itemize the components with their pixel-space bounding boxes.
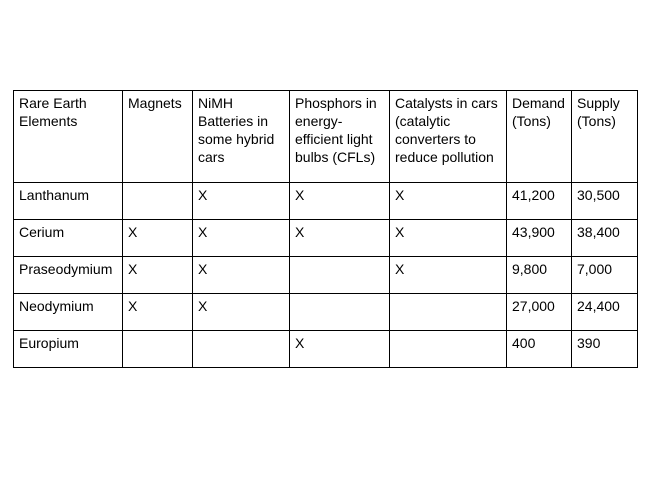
nimh-cell: X — [193, 220, 290, 257]
table-row — [14, 294, 638, 331]
supply-cell: 30,500 — [572, 183, 638, 220]
element-name-cell: Neodymium — [14, 294, 123, 331]
table-row — [14, 183, 638, 220]
element-name-cell: Cerium — [14, 220, 123, 257]
element-name-cell: Europium — [14, 331, 123, 368]
catalysts-cell: X — [390, 220, 507, 257]
demand-cell: 400 — [507, 331, 572, 368]
phosphors-cell — [290, 257, 390, 294]
supply-cell: 390 — [572, 331, 638, 368]
catalysts-cell — [390, 331, 507, 368]
nimh-cell: X — [193, 294, 290, 331]
element-name-cell: Lanthanum — [14, 183, 123, 220]
phosphors-cell: X — [290, 331, 390, 368]
header-catalysts: Catalysts in cars (catalytic converters to reduce pollution — [390, 91, 507, 183]
table-row — [14, 331, 638, 368]
magnets-cell — [123, 183, 193, 220]
demand-cell: 27,000 — [507, 294, 572, 331]
table-row — [14, 220, 638, 257]
header-row — [14, 91, 638, 183]
magnets-cell: X — [123, 220, 193, 257]
supply-cell: 38,400 — [572, 220, 638, 257]
element-name-cell: Praseodymium — [14, 257, 123, 294]
catalysts-cell: X — [390, 183, 507, 220]
table-row — [14, 257, 638, 294]
catalysts-cell — [390, 294, 507, 331]
header-magnets: Magnets — [123, 91, 193, 183]
demand-cell: 41,200 — [507, 183, 572, 220]
header-element: Rare Earth Elements — [14, 91, 123, 183]
nimh-cell: X — [193, 183, 290, 220]
header-supply: Supply (Tons) — [572, 91, 638, 183]
supply-cell: 24,400 — [572, 294, 638, 331]
header-demand: Demand (Tons) — [507, 91, 572, 183]
magnets-cell — [123, 331, 193, 368]
rare-earth-table — [13, 90, 638, 368]
catalysts-cell: X — [390, 257, 507, 294]
phosphors-cell: X — [290, 183, 390, 220]
demand-cell: 43,900 — [507, 220, 572, 257]
magnets-cell: X — [123, 257, 193, 294]
header-phosphors: Phosphors in energy-efficient light bulbs (CFLs) — [290, 91, 390, 183]
phosphors-cell — [290, 294, 390, 331]
magnets-cell: X — [123, 294, 193, 331]
header-nimh-batteries: NiMH Batteries in some hybrid cars — [193, 91, 290, 183]
phosphors-cell: X — [290, 220, 390, 257]
nimh-cell — [193, 331, 290, 368]
demand-cell: 9,800 — [507, 257, 572, 294]
nimh-cell: X — [193, 257, 290, 294]
supply-cell: 7,000 — [572, 257, 638, 294]
